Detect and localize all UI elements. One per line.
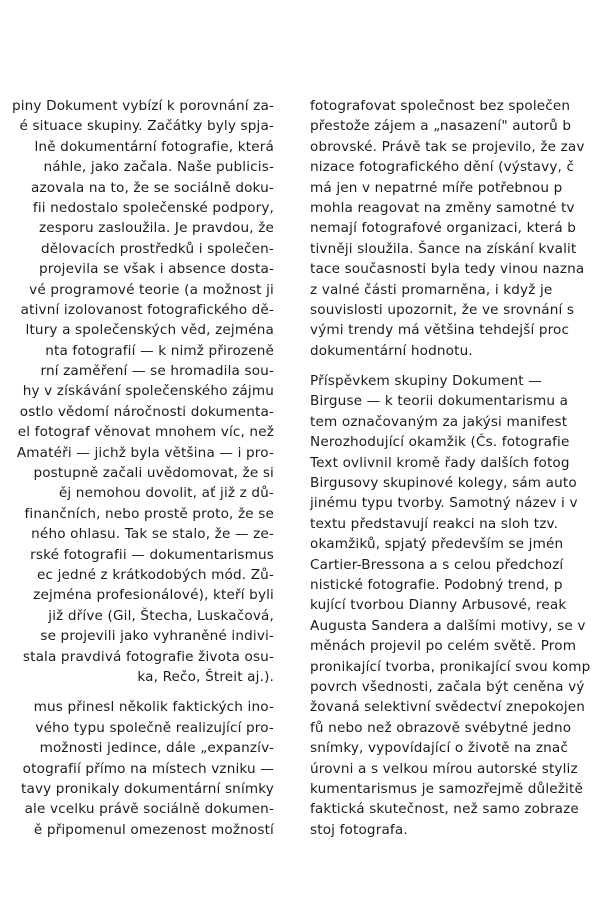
text-line: ltury a společenských věd, zejména [25, 322, 274, 339]
text-line: Augusta Sandera a dalšími motivy, se v [310, 617, 586, 634]
text-line: tace současnosti byla tedy vinou nazna [310, 261, 585, 278]
text-line: fotografovat společnost bez společen [310, 98, 571, 114]
text-line: úrovni a s velkou mírou autorské styliz [310, 760, 578, 777]
text-line: kumentarismus je samozřejmě důležitě [310, 780, 583, 797]
text-line [0, 687, 274, 697]
text-line: el fotograf věnovat mnohem víc, než [17, 424, 274, 441]
text-line: é situace skupiny. Začátky byly spja- [19, 118, 274, 135]
text-line: ka, Rečo, Štreit aj.). [137, 668, 274, 685]
text-line: měnách projevil po celém světě. Prom [310, 638, 577, 655]
text-line: náhle, jako začala. Naše publicis- [43, 159, 274, 176]
text-line: kující tvorbou Dianny Arbusové, reak [310, 597, 567, 614]
text-line: se projevili jako vyhraněné indivi- [40, 628, 274, 645]
right-text-column [310, 96, 600, 840]
text-line: projevila se však i absence dosta- [38, 261, 274, 278]
text-line: přestože zájem a „nasazení" autorů b [310, 118, 572, 135]
text-line: ec jedné z krátkodobých mód. Zů- [36, 566, 274, 583]
left-text-column [0, 96, 274, 840]
text-line: již dříve (Gil, Štecha, Luskačová, [48, 607, 274, 624]
text-line: dělovacích prostředků i společen- [40, 240, 274, 257]
text-line: ativní izolovanost fotografického dě- [20, 301, 274, 318]
text-line: fii nedostalo společenské podpory, [32, 199, 274, 216]
text-line: ale vcelku právě sociálně dokumen- [24, 801, 274, 818]
text-line: otografií přímo na místech vzniku — [22, 760, 274, 777]
text-line: ostlo vědomí náročnosti dokumenta- [19, 403, 274, 420]
text-line: postupně začali uvědomovat, že si [33, 465, 274, 482]
text-line: povrch všednosti, začala být ceněna vý [310, 678, 585, 695]
text-line: tem označovaným za jakýsi manifest [310, 413, 568, 430]
text-line: Text ovlivnil kromě řady dalších fotog [310, 454, 570, 471]
text-line: obrovské. Právě tak se projevilo, že zav [310, 138, 585, 155]
text-line: nistické fotografie. Podobný trend, p [310, 576, 563, 593]
text-line: rní zaměření — se hromadila sou- [40, 363, 274, 380]
text-line: Birgusovy skupinové kolegy, sám auto [310, 475, 577, 492]
text-line: vými trendy má většina tehdejší proc [310, 322, 570, 339]
text-line: tivněji sloužila. Šance na získání kvalit [310, 240, 577, 257]
text-line: finančních, nebo prostě proto, že se [24, 505, 274, 522]
text-line: zesporu zasloužila. Je pravdou, že [38, 220, 274, 237]
text-line: stoj fotografa. [310, 821, 408, 838]
text-line: pronikající tvorba, pronikající svou komp [310, 658, 591, 675]
text-line: ného ohlasu. Tak se stalo, že — ze- [31, 526, 274, 543]
text-line: stala pravdivá fotografie života osu- [22, 648, 274, 665]
text-line: z valné části promarněna, i když je [310, 281, 553, 298]
text-line: možnosti jedince, dále „expanzív- [39, 740, 274, 757]
text-line: azovala na to, že se sociálně doku- [31, 179, 274, 196]
text-line: okamžiků, spjatý především se jmén [310, 536, 564, 553]
text-line: má jen v nepatrné míře potřebnou p [310, 179, 563, 196]
text-line: faktická skutečnost, než samo zobraze [310, 801, 579, 818]
text-line: snímky, vypovídající o životě na znač [310, 740, 569, 757]
text-line: Nerozhodující okamžik (Čs. fotografie [310, 434, 570, 451]
text-line: dokumentární hodnotu. [310, 342, 473, 359]
text-line: nemají fotografové organizaci, která b [310, 220, 577, 237]
text-line: vé programové teorie (a možnost ji [29, 281, 274, 298]
text-line: piny Dokument vybízí k porovnání za- [11, 98, 274, 114]
text-line: tavy pronikaly dokumentární snímky [20, 780, 274, 797]
text-line: Cartier-Bressona a s celou předchozí [310, 556, 564, 573]
text-line: Amatéři — jichž byla většina — i pro- [16, 444, 274, 461]
text-line: vého typu společně realizující pro- [35, 719, 274, 736]
text-line: Birguse — k teorii dokumentarismu a [310, 393, 569, 410]
text-line: hy v získávání společenského zájmu [22, 383, 274, 400]
text-line: nizace fotografického dění (výstavy, č [310, 159, 575, 176]
text-line: rské fotografii — dokumentarismus [30, 546, 274, 563]
text-line: mohla reagovat na změny samotné tv [310, 199, 575, 216]
text-line: zejména profesionálové), kteří byli [33, 587, 274, 604]
text-line [310, 361, 600, 371]
text-line: žovaná selektivní svědectví znepokojen [310, 699, 586, 716]
text-line: ěj nemohou dovolit, ať již z dů- [58, 485, 274, 502]
text-line: Příspěvkem skupiny Dokument — [310, 373, 542, 390]
text-line: jinému typu tvorby. Samotný název i v [310, 495, 578, 512]
text-line: souvislosti upozornit, že ve srovnání s [310, 301, 575, 318]
text-line: lně dokumentární fotografie, která [34, 138, 274, 155]
text-line: textu představují reakci na sloh tzv. [310, 515, 559, 532]
text-line: fů nebo než obrazově svébytné jedno [310, 719, 572, 736]
text-line: nta fotografií — k nimž přirozeně [45, 342, 274, 359]
text-line: mus přinesl několik faktických ino- [33, 699, 274, 716]
text-line: ě připomenul omezenost možností [33, 821, 274, 838]
